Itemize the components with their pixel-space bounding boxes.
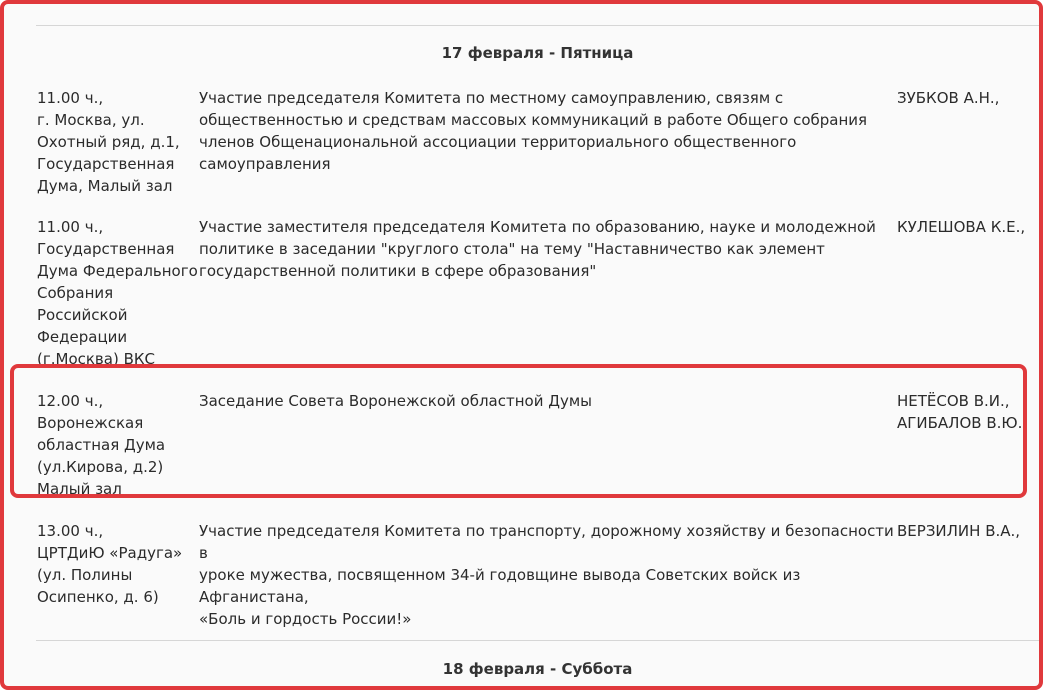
event-responsible: КУЛЕШОВА К.Е., — [897, 218, 1026, 236]
day-header-feb-18: 18 февраля - Суббота — [442, 660, 633, 678]
event-place: 12.00 ч., Воронежская областная Дума (ул.Кирова, д.2) Малый зал — [37, 392, 166, 498]
event-description: Участие заместителя председателя Комитета по образованию, науке и молодежной политике в заседании "круглого стола" на тему "Наставничество как элемент государственной политики в сфере образования" — [199, 218, 876, 280]
highlight-annotation-box — [10, 364, 1027, 498]
day-header-feb-17: 17 февраля - Пятница — [441, 44, 634, 62]
day-divider — [36, 640, 1039, 641]
event-description: Участие председателя Комитета по транспорту, дорожному хозяйству и безопасности в уроке мужества, посвященном 34-й годовщине вывода Советских войск из Афганистана, «Боль и гордость России!» — [199, 522, 894, 628]
top-divider — [36, 25, 1039, 26]
event-responsible: НЕТЁСОВ В.И., АГИБАЛОВ В.Ю. — [897, 392, 1023, 432]
event-place: 11.00 ч., Государственная Дума Федерального Собрания Российской Федерации (г.Москва) ВКС — [37, 218, 198, 368]
event-place: 11.00 ч., г. Москва, ул. Охотный ряд, д.1, Государственная Дума, Малый зал — [37, 89, 180, 195]
event-responsible: ЗУБКОВ А.Н., — [897, 89, 1000, 107]
event-description: Участие председателя Комитета по местному самоуправлению, связям с общественностью и средствам массовых коммуникаций в работе Общего собрания членов Общенациональной ассоциации территориального общественного самоуправления — [199, 89, 868, 173]
event-description: Заседание Совета Воронежской областной Думы — [199, 392, 592, 410]
event-place: 13.00 ч., ЦРТДиЮ «Радуга» (ул. Полины Осипенко, д. 6) — [37, 522, 183, 606]
event-responsible: ВЕРЗИЛИН В.А., — [897, 522, 1021, 540]
